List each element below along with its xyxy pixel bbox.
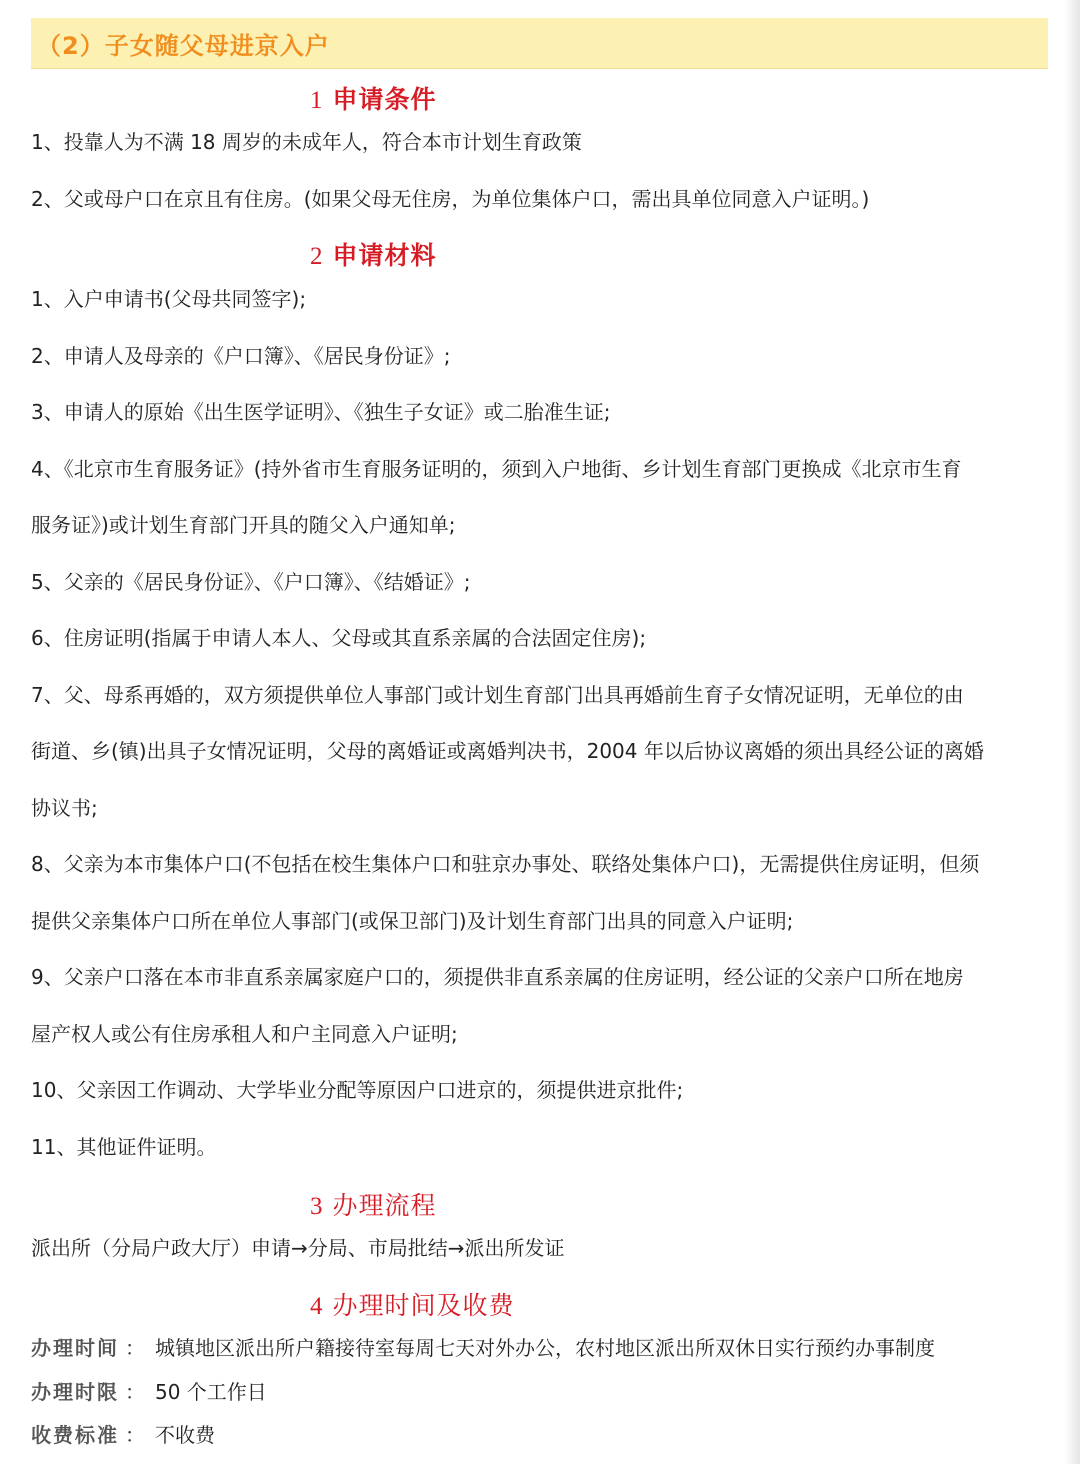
material-item: 4、《北京市生育服务证》(持外省市生育服务证明的，须到入户地街、乡计划生育部门更换成《北京市生育 (31, 457, 962, 481)
section-number: 2 (310, 243, 324, 270)
page-title: （2）子女随父母进京入户 (37, 32, 330, 60)
material-item: 屋产权人或公有住房承租人和户主同意入户证明; (31, 1022, 458, 1046)
section-title: 办理时间及收费 (332, 1291, 515, 1320)
row-label: 收费标准 (31, 1423, 119, 1447)
material-item: 提供父亲集体户口所在单位人事部门(或保卫部门)及计划生育部门出具的同意入户证明; (31, 909, 794, 933)
row-separator: ： (125, 1423, 145, 1447)
material-item: 11、其他证件证明。 (31, 1135, 217, 1159)
row-label: 办理时间 (31, 1336, 119, 1360)
section-number: 3 (310, 1193, 324, 1220)
row-label: 办理时限 (31, 1380, 119, 1404)
process-flow: 派出所（分局户政大厅）申请→分局、市局批结→派出所发证 (31, 1236, 565, 1260)
section-heading-conditions (310, 80, 436, 116)
row-separator: ： (125, 1380, 145, 1404)
row-value: 不收费 (155, 1423, 215, 1447)
row-value: 城镇地区派出所户籍接待室每周七天对外办公，农村地区派出所双休日实行预约办事制度 (155, 1336, 935, 1360)
fee-row (31, 1419, 215, 1448)
condition-item: 2、父或母户口在京且有住房。(如果父母无住房，为单位集体户口，需出具单位同意入户证明。) (31, 187, 870, 211)
section-heading-process (310, 1186, 436, 1222)
section-number: 1 (310, 87, 324, 114)
section-number: 4 (310, 1293, 324, 1320)
material-item: 1、入户申请书(父母共同签字); (31, 287, 307, 311)
section-title: 申请条件 (332, 85, 437, 114)
row-separator: ： (125, 1336, 145, 1360)
material-item: 协议书; (31, 796, 98, 820)
section-title: 申请材料 (332, 241, 437, 270)
processing-time-row (31, 1332, 935, 1361)
material-item: 6、住房证明(指属于申请人本人、父母或其直系亲属的合法固定住房); (31, 626, 647, 650)
material-item: 街道、乡(镇)出具子女情况证明，父母的离婚证或离婚判决书，2004 年以后协议离婚的须出具经公证的离婚 (31, 739, 984, 763)
title-bar (31, 18, 1048, 69)
material-item: 10、父亲因工作调动、大学毕业分配等原因户口进京的，须提供进京批件; (31, 1078, 684, 1102)
processing-limit-row (31, 1376, 267, 1405)
section-heading-materials (310, 236, 436, 272)
material-item: 9、父亲户口落在本市非直系亲属家庭户口的，须提供非直系亲属的住房证明，经公证的父亲户口所在地房 (31, 965, 964, 989)
row-value: 50 个工作日 (155, 1380, 267, 1404)
material-item: 7、父、母系再婚的，双方须提供单位人事部门或计划生育部门出具再婚前生育子女情况证明，无单位的由 (31, 683, 964, 707)
condition-item: 1、投靠人为不满 18 周岁的未成年人，符合本市计划生育政策 (31, 130, 582, 154)
section-heading-time-fee (310, 1286, 514, 1322)
material-item: 服务证》)或计划生育部门开具的随父入户通知单; (31, 513, 456, 537)
material-item: 5、父亲的《居民身份证》、《户口簿》、《结婚证》; (31, 570, 471, 594)
material-item: 3、申请人的原始《出生医学证明》、《独生子女证》或二胎准生证; (31, 400, 611, 424)
material-item: 2、申请人及母亲的《户口簿》、《居民身份证》; (31, 344, 451, 368)
page-edge-shadow (1064, 0, 1080, 1464)
section-title: 办理流程 (332, 1191, 437, 1220)
material-item: 8、父亲为本市集体户口(不包括在校生集体户口和驻京办事处、联络处集体户口)，无需提供住房证明，但须 (31, 852, 980, 876)
